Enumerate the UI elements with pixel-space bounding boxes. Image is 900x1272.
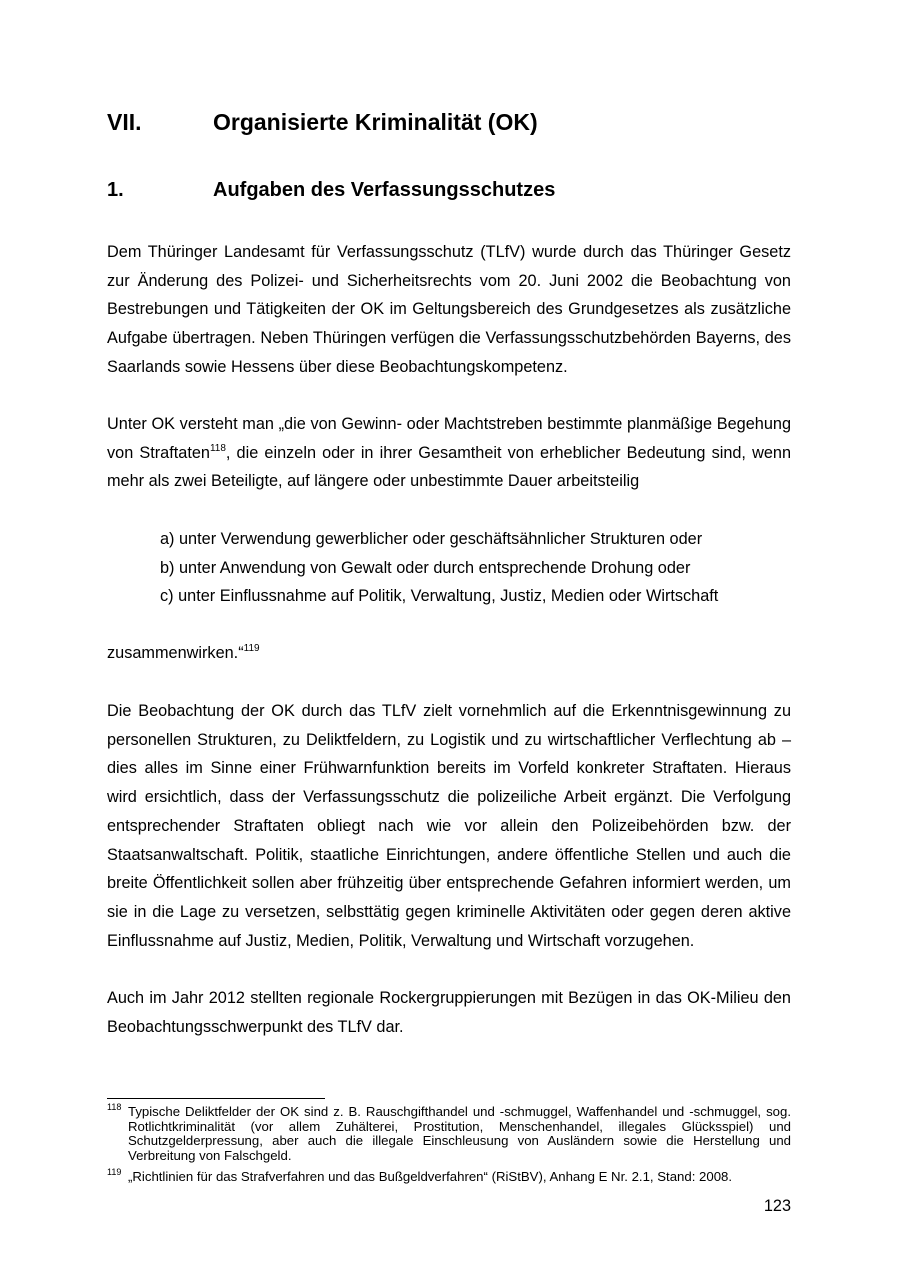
section-heading [107, 175, 555, 205]
footnote-number: 119 [107, 1167, 122, 1177]
chapter-number: VII. [107, 109, 142, 135]
list-item: c) unter Einflussnahme auf Politik, Verwaltung, Justiz, Medien oder Wirtschaft [160, 587, 719, 606]
paragraph-definition [107, 410, 791, 496]
definition-conclusion [107, 639, 260, 668]
definition-criteria-list [160, 525, 718, 611]
section-title: Aufgaben des Verfassungsschutzes [213, 179, 556, 201]
footnote-text: Typische Deliktfelder der OK sind z. B. Rauschgifthandel und -schmuggel, Waffenhandel und -schmuggel, sog. Rotlichtkriminalität (vor allem Zuhälterei, Prostitution, Menschenhandel, illegales Glücksspiel) und Schutzgelderpressung, aber auch die illegale Einschleusung von Ausländern sowie die Herstellung und Verbreitung von Falschgeld. [128, 1104, 791, 1163]
footnote-ref-118[interactable]: 118 [209, 442, 226, 454]
paragraph-mandate: Dem Thüringer Landesamt für Verfassungsschutz (TLfV) wurde durch das Thüringer Gesetz zur Änderung des Polizei- und Sicherheitsrechts vom 20. Juni 2002 die Beobachtung von Bestrebungen und Tätigkeiten der OK im Geltungsbereich des Grundgesetzes als zusätzliche Aufgabe übertragen. Neben Thüringen verfügen die Verfassungsschutzbehörden Bayerns, des Saarlands sowie Hessens über diese Beobachtungskompetenz. [107, 243, 791, 376]
conclusion-text: zusammenwirken.“ [107, 644, 244, 662]
paragraph-observation: Die Beobachtung der OK durch das TLfV zielt vornehmlich auf die Erkenntnisgewinnung zu personellen Strukturen, zu Deliktfeldern, zu Logistik und zu wirtschaftlicher Verflechtung ab – dies alles im Sinne einer Frühwarnfunktion bereits im Vorfeld konkreter Straftaten. Hieraus wird ersichtlich, dass der Verfassungsschutz die polizeiliche Arbeit ergänzt. Die Verfolgung entsprechender Straftaten obliegt nach wie vor allein den Polizeibehörden bzw. der Staatsanwaltschaft. Politik, staatliche Einrichtungen, andere öffentliche Stellen und auch die breite Öffentlichkeit sollen aber frühzeitig über entsprechende Gefahren informiert werden, um sie in die Lage zu versetzen, selbsttätig gegen kriminelle Aktivitäten oder gegen deren aktive Einflussnahme auf Justiz, Medien, Politik, Verwaltung und Wirtschaft vorzugehen. [107, 702, 791, 950]
footnote-ref-119[interactable]: 119 [243, 643, 260, 654]
footnote-118 [107, 1102, 791, 1163]
document-page [107, 0, 791, 1272]
section-number: 1. [107, 179, 124, 201]
definition-text-start: Unter OK versteht man „die von Gewinn- oder Machtstreben bestimmte planmäßige Begehung von Straftaten [107, 415, 791, 462]
definition-text-end: , die einzeln oder in ihrer Gesamtheit von erheblicher Bedeutung sind, wenn mehr als zwei Beteiligte, auf längere oder unbestimmte Dauer arbeitsteilig [107, 443, 791, 491]
list-item: a) unter Verwendung gewerblicher oder geschäftsähnlicher Strukturen oder [160, 530, 703, 548]
page-number: 123 [763, 1197, 791, 1215]
footnote-number: 118 [107, 1102, 122, 1112]
paragraph-focus-2012: Auch im Jahr 2012 stellten regionale Rockergruppierungen mit Bezügen in das OK-Milieu den Beobachtungsschwerpunkt des TLfV dar. [107, 989, 791, 1036]
chapter-heading [107, 106, 538, 138]
footnote-separator [107, 1098, 325, 1099]
chapter-title: Organisierte Kriminalität (OK) [213, 109, 538, 135]
list-item: b) unter Anwendung von Gewalt oder durch entsprechende Drohung oder [160, 558, 691, 577]
footnote-119 [107, 1167, 791, 1185]
footnote-text: „Richtlinien für das Strafverfahren und das Bußgeldverfahren“ (RiStBV), Anhang E Nr. 2.1, Stand: 2008. [128, 1169, 733, 1184]
